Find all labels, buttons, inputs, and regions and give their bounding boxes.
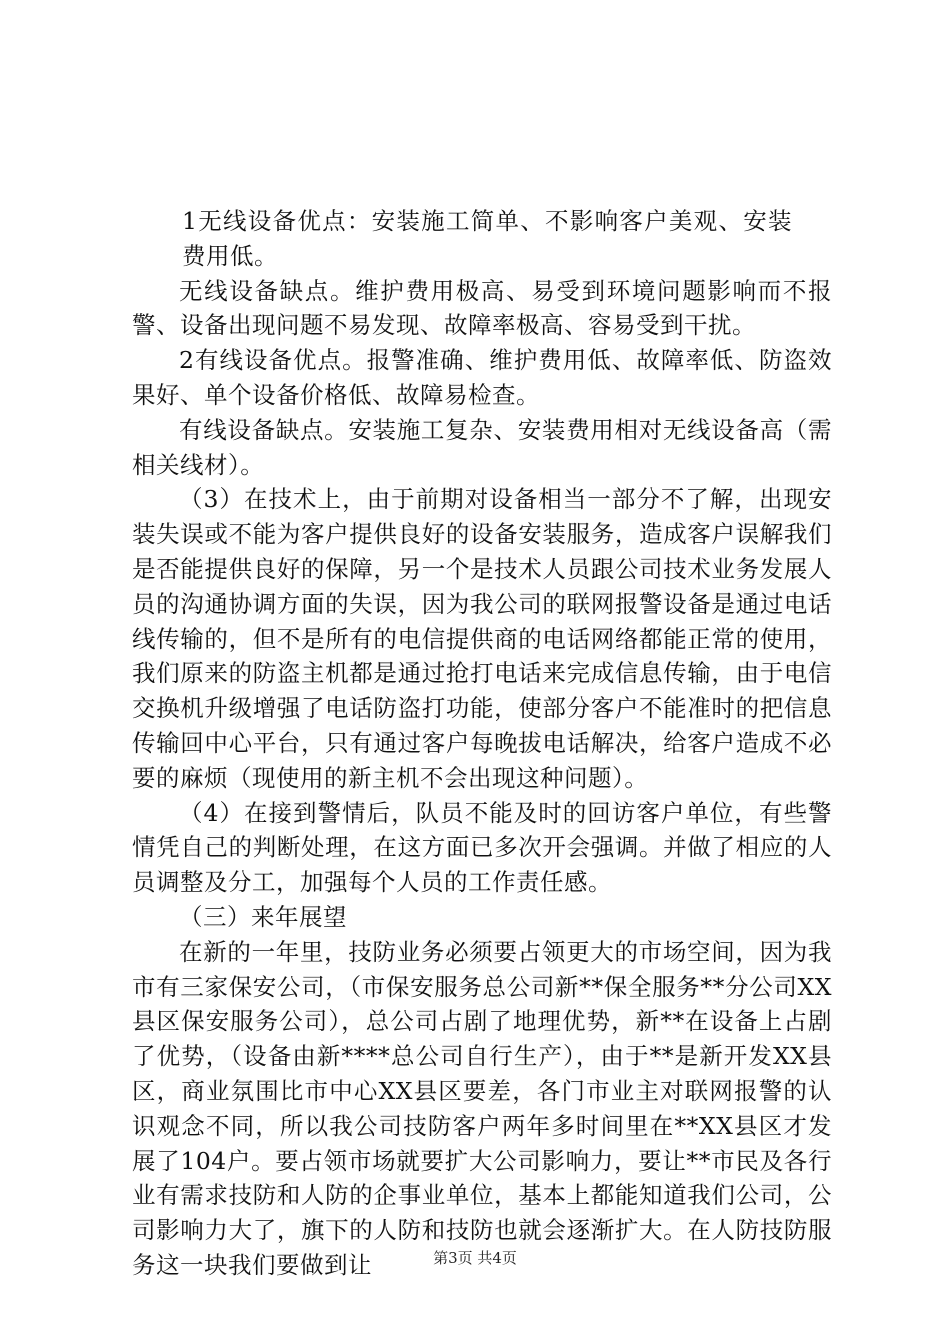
paragraph-wireless-disadvantages: 无线设备缺点。维护费用极高、易受到环境问题影响而不报警、设备出现问题不易发现、故障率极高、容易受到干扰。 (132, 276, 832, 340)
paragraph-wired-disadvantages: 有线设备缺点。安装施工复杂、安装费用相对无线设备高（需相关线材）。 (132, 415, 832, 479)
paragraph-technical-issues: （3）在技术上，由于前期对设备相当一部分不了解，出现安装失误或不能为客户提供良好的设备安装服务，造成客户误解我们是否能提供良好的保障，另一个是技术人员跟公司技术业务发展人员的沟通协调方面的失误，因为我公司的联网报警设备是通过电话线传输的，但不是所有的电信提供商的电话网络都能正常的使用，我们原来的防盗主机都是通过抢打电话来完成信息传输，由于电信交换机升级增强了电话防盗打功能，使部分客户不能准时的把信息传输回中心平台，只有通过客户每晚拔电话解决，给客户造成不必要的麻烦（现使用的新主机不会出现这种问题）。 (132, 485, 832, 792)
paragraph-outlook: 在新的一年里，技防业务必须要占领更大的市场空间，因为我市有三家保安公司，（市保安服务总公司新**保全服务**分公司XX县区保安服务公司），总公司占剧了地理优势，新**在设备上占剧了优势，（设备由新****总公司自行生产），由于**是新开发XX县区，商业氛围比市中心XX县区要差，各门市业主对联网报警的认识观念不同，所以我公司技防客户两年多时间里在**XX县区才发展了104户。要占领市场就要扩大公司影响力，要让**市民及各行业有需求技防和人防的企事业单位，基本上都能知道我们公司，公司影响力大了，旗下的人防和技防也就会逐渐扩大。在人防技防服务这一块我们要做到让 (132, 937, 832, 1279)
section-heading-outlook: （三）来年展望 (179, 902, 347, 931)
paragraph-wired-advantages: 2有线设备优点。报警准确、维护费用低、故障率低、防盗效果好、单个设备价格低、故障易检查。 (132, 346, 832, 409)
paragraph-alarm-response: （4）在接到警情后，队员不能及时的回访客户单位，有些警情凭自己的判断处理，在这方面已多次开会强调。并做了相应的人员调整及分工，加强每个人员的工作责任感。 (132, 798, 832, 897)
document-body (132, 204, 832, 1283)
paragraph-wireless-advantages: 1无线设备优点：安装施工简单、不影响客户美观、安装费用低。 (182, 207, 792, 270)
page-footer: 第3页 共4页 (433, 1249, 517, 1267)
